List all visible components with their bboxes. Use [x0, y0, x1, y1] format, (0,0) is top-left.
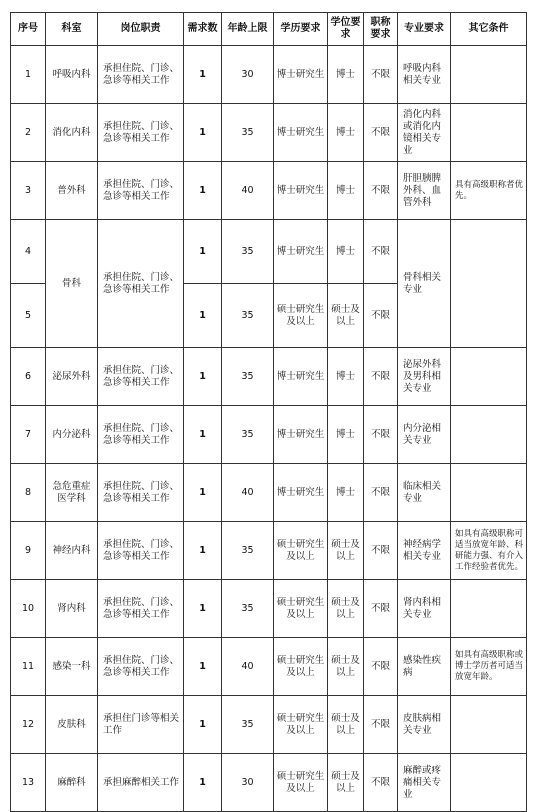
cell-seq: 5 [11, 284, 46, 348]
cell-major: 感染性疾病 [398, 638, 451, 696]
cell-major: 肝胆胰脾外科、血管外科 [398, 162, 451, 220]
cell-duty: 承担住院、门诊、急诊等相关工作 [98, 46, 184, 104]
cell-duty: 承担住院、门诊、急诊等相关工作 [98, 220, 184, 348]
cell-other: 如具有高级职称或博士学历者可适当放宽年龄。 [451, 638, 527, 696]
cell-dept: 普外科 [46, 162, 98, 220]
recruitment-table-sheet [10, 12, 526, 812]
cell-demand: 1 [184, 104, 222, 162]
cell-duty: 承担住院、门诊、急诊等相关工作 [98, 464, 184, 522]
cell-age: 35 [222, 220, 274, 284]
header-duty: 岗位职责 [98, 13, 184, 46]
cell-degree: 博士 [328, 162, 364, 220]
cell-degree: 硕士及以上 [328, 754, 364, 812]
cell-title: 不限 [364, 696, 398, 754]
cell-seq: 9 [11, 522, 46, 580]
cell-duty: 承担住院、门诊、急诊等相关工作 [98, 104, 184, 162]
cell-edu: 博士研究生 [274, 406, 328, 464]
cell-degree: 硕士及以上 [328, 638, 364, 696]
cell-major: 泌尿外科及男科相关专业 [398, 348, 451, 406]
cell-title: 不限 [364, 580, 398, 638]
cell-other [451, 104, 527, 162]
cell-degree: 博士 [328, 104, 364, 162]
cell-duty: 承担住院、门诊、急诊等相关工作 [98, 580, 184, 638]
cell-degree: 博士 [328, 46, 364, 104]
header-demand: 需求数 [184, 13, 222, 46]
cell-major: 神经病学相关专业 [398, 522, 451, 580]
cell-title: 不限 [364, 754, 398, 812]
cell-demand: 1 [184, 406, 222, 464]
table-row [11, 162, 527, 220]
cell-dept: 感染一科 [46, 638, 98, 696]
cell-age: 35 [222, 406, 274, 464]
cell-age: 35 [222, 284, 274, 348]
cell-other [451, 220, 527, 348]
cell-seq: 10 [11, 580, 46, 638]
cell-dept: 神经内科 [46, 522, 98, 580]
cell-seq: 6 [11, 348, 46, 406]
cell-title: 不限 [364, 522, 398, 580]
cell-edu: 硕士研究生及以上 [274, 522, 328, 580]
cell-major: 呼吸内科相关专业 [398, 46, 451, 104]
cell-dept: 呼吸内科 [46, 46, 98, 104]
cell-seq: 2 [11, 104, 46, 162]
cell-demand: 1 [184, 348, 222, 406]
cell-title: 不限 [364, 46, 398, 104]
cell-other [451, 406, 527, 464]
cell-age: 35 [222, 522, 274, 580]
cell-duty: 承担住院、门诊、急诊等相关工作 [98, 348, 184, 406]
cell-title: 不限 [364, 284, 398, 348]
cell-dept: 急危重症医学科 [46, 464, 98, 522]
table-row [11, 580, 527, 638]
cell-duty: 承担麻醉相关工作 [98, 754, 184, 812]
cell-dept: 肾内科 [46, 580, 98, 638]
header-other: 其它条件 [451, 13, 527, 46]
cell-demand: 1 [184, 580, 222, 638]
header-dept: 科室 [46, 13, 98, 46]
cell-edu: 硕士研究生及以上 [274, 754, 328, 812]
cell-degree: 博士 [328, 348, 364, 406]
cell-duty: 承担住院、门诊、急诊等相关工作 [98, 162, 184, 220]
cell-age: 35 [222, 580, 274, 638]
cell-title: 不限 [364, 162, 398, 220]
table-row [11, 754, 527, 812]
cell-duty: 承担住院、门诊、急诊等相关工作 [98, 406, 184, 464]
cell-degree: 硕士及以上 [328, 522, 364, 580]
header-title: 职称要求 [364, 13, 398, 46]
cell-seq: 1 [11, 46, 46, 104]
table-row [11, 406, 527, 464]
cell-age: 30 [222, 46, 274, 104]
cell-major: 临床相关专业 [398, 464, 451, 522]
table-row [11, 638, 527, 696]
cell-title: 不限 [364, 104, 398, 162]
cell-major: 肾内科相关专业 [398, 580, 451, 638]
cell-edu: 博士研究生 [274, 220, 328, 284]
cell-demand: 1 [184, 464, 222, 522]
cell-edu: 博士研究生 [274, 46, 328, 104]
cell-demand: 1 [184, 696, 222, 754]
cell-seq: 11 [11, 638, 46, 696]
cell-dept: 消化内科 [46, 104, 98, 162]
cell-demand: 1 [184, 162, 222, 220]
cell-dept: 麻醉科 [46, 754, 98, 812]
cell-major: 消化内科或消化内镜相关专业 [398, 104, 451, 162]
recruitment-table [10, 12, 527, 812]
table-row [11, 522, 527, 580]
header-degree: 学位要求 [328, 13, 364, 46]
cell-demand: 1 [184, 638, 222, 696]
cell-edu: 博士研究生 [274, 104, 328, 162]
cell-edu: 硕士研究生及以上 [274, 580, 328, 638]
cell-degree: 博士 [328, 406, 364, 464]
cell-age: 35 [222, 696, 274, 754]
cell-degree: 博士 [328, 464, 364, 522]
cell-edu: 博士研究生 [274, 464, 328, 522]
cell-seq: 3 [11, 162, 46, 220]
cell-other [451, 580, 527, 638]
cell-title: 不限 [364, 464, 398, 522]
table-row [11, 696, 527, 754]
cell-edu: 硕士研究生及以上 [274, 696, 328, 754]
cell-major: 内分泌相关专业 [398, 406, 451, 464]
cell-age: 30 [222, 754, 274, 812]
cell-dept: 泌尿外科 [46, 348, 98, 406]
table-row [11, 464, 527, 522]
cell-other [451, 754, 527, 812]
cell-demand: 1 [184, 522, 222, 580]
cell-demand: 1 [184, 284, 222, 348]
cell-title: 不限 [364, 220, 398, 284]
cell-degree: 博士 [328, 220, 364, 284]
cell-degree: 硕士及以上 [328, 696, 364, 754]
cell-major: 皮肤病相关专业 [398, 696, 451, 754]
cell-other: 如具有高级职称可适当放宽年龄、科研能力强、有介入工作经验者优先。 [451, 522, 527, 580]
cell-title: 不限 [364, 638, 398, 696]
cell-seq: 12 [11, 696, 46, 754]
header-age: 年龄上限 [222, 13, 274, 46]
cell-dept: 皮肤科 [46, 696, 98, 754]
cell-edu: 硕士研究生及以上 [274, 284, 328, 348]
cell-age: 40 [222, 638, 274, 696]
cell-major: 骨科相关专业 [398, 220, 451, 348]
table-row [11, 46, 527, 104]
cell-seq: 13 [11, 754, 46, 812]
header-edu: 学历要求 [274, 13, 328, 46]
cell-age: 35 [222, 348, 274, 406]
table-row [11, 104, 527, 162]
cell-duty: 承担住门诊等相关工作 [98, 696, 184, 754]
header-seq: 序号 [11, 13, 46, 46]
cell-edu: 硕士研究生及以上 [274, 638, 328, 696]
cell-dept: 骨科 [46, 220, 98, 348]
cell-age: 40 [222, 162, 274, 220]
cell-other [451, 46, 527, 104]
cell-other [451, 696, 527, 754]
cell-other: 具有高级职称者优先。 [451, 162, 527, 220]
cell-major: 麻醉或疼痛相关专业 [398, 754, 451, 812]
table-row [11, 220, 527, 284]
cell-demand: 1 [184, 754, 222, 812]
cell-dept: 内分泌科 [46, 406, 98, 464]
cell-seq: 7 [11, 406, 46, 464]
cell-seq: 8 [11, 464, 46, 522]
cell-edu: 博士研究生 [274, 162, 328, 220]
cell-edu: 博士研究生 [274, 348, 328, 406]
cell-seq: 4 [11, 220, 46, 284]
cell-title: 不限 [364, 406, 398, 464]
cell-other [451, 464, 527, 522]
cell-age: 35 [222, 104, 274, 162]
cell-demand: 1 [184, 220, 222, 284]
cell-title: 不限 [364, 348, 398, 406]
cell-degree: 硕士及以上 [328, 284, 364, 348]
cell-duty: 承担住院、门诊、急诊等相关工作 [98, 522, 184, 580]
cell-demand: 1 [184, 46, 222, 104]
header-row [11, 13, 527, 46]
cell-age: 40 [222, 464, 274, 522]
cell-degree: 硕士及以上 [328, 580, 364, 638]
header-major: 专业要求 [398, 13, 451, 46]
cell-duty: 承担住院、门诊、急诊等相关工作 [98, 638, 184, 696]
table-row [11, 348, 527, 406]
cell-other [451, 348, 527, 406]
